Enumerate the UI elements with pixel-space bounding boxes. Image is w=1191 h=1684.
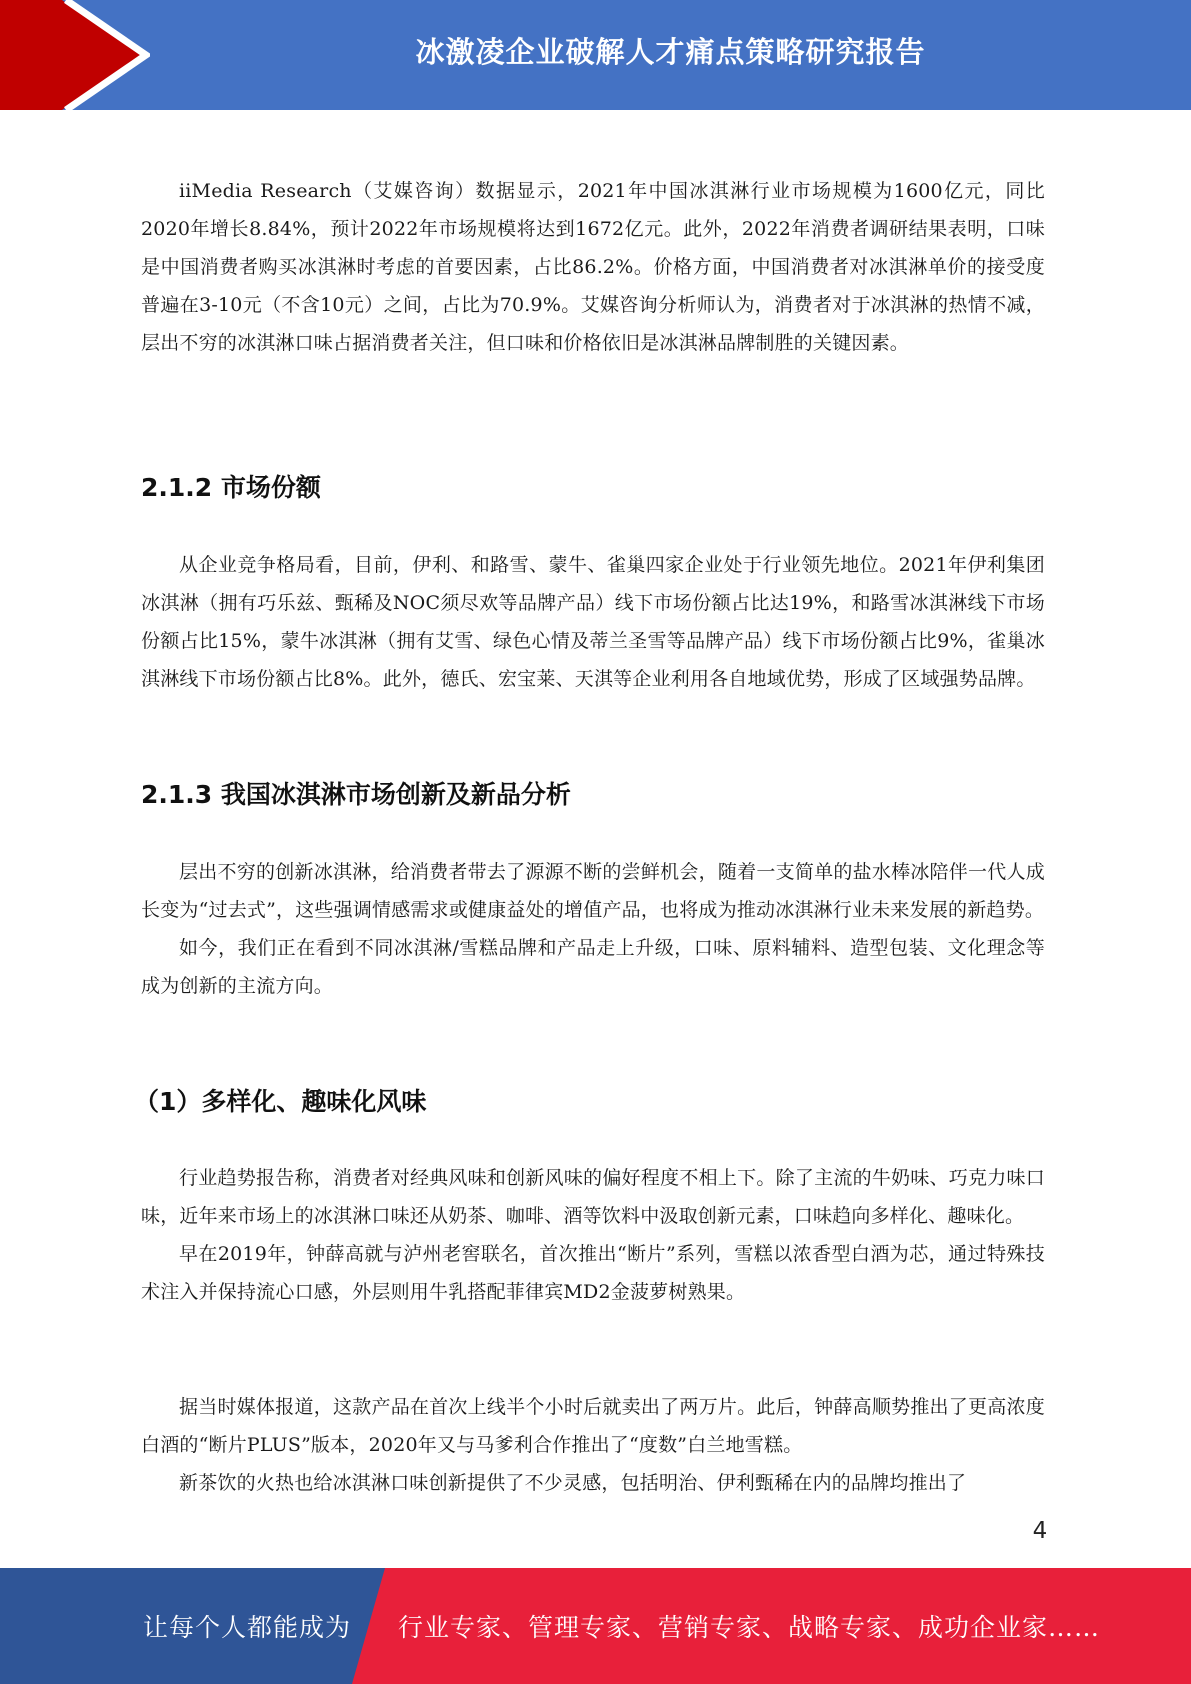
heading-2-1-3: 2.1.3 我国冰淇淋市场创新及新品分析 [141,780,571,809]
section-intro [141,172,1045,362]
heading-diverse-flavors: （1）多样化、趣味化风味 [134,1087,427,1116]
section-flavors-continued [141,1388,1045,1502]
section-flavors [141,1159,1045,1311]
footer-band [0,1568,1191,1684]
section-innovation [141,853,1045,1005]
paragraph-innovation-trend: 层出不穷的创新冰淇淋，给消费者带去了源源不断的尝鲜机会，随着一支简单的盐水棒冰陪伴一代人成长变为“过去式”，这些强调情感需求或健康益处的增值产品，也将成为推动冰淇淋行业未来发展的新趋势。 [141,861,1045,921]
paragraph-zhongxuegao-2019: 早在2019年，钟薛高就与泸州老窖联名，首次推出“断片”系列，雪糕以浓香型白酒为芯，通过特殊技术注入并保持流心口感，外层则用牛乳搭配菲律宾MD2金菠萝树熟果。 [141,1243,1045,1303]
footer-slogan-left: 让每个人都能成为 [143,1613,352,1642]
header-band [0,0,1191,110]
header-chevron-icon [0,0,150,110]
paragraph-market-size: iiMedia Research（艾媒咨询）数据显示，2021年中国冰淇淋行业市场规模为1600亿元，同比2020年增长8.84%，预计2022年市场规模将达到1672亿元。此外，2022年消费者调研结果表明，口味是中国消费者购买冰淇淋时考虑的首要因素，占比86.2%。价格方面，中国消费者对冰淇淋单价的接受度普遍在3-10元（不含10元）之间，占比为70.9%。艾媒咨询分析师认为，消费者对于冰淇淋的热情不减，层出不穷的冰淇淋口味占据消费者关注，但口味和价格依旧是冰淇淋品牌制胜的关键因素。 [141,180,1045,354]
heading-2-1-2: 2.1.2 市场份额 [141,473,321,502]
report-title: 冰激凌企业破解人才痛点策略研究报告 [415,34,926,69]
section-market-share [141,546,1045,698]
paragraph-media-report: 据当时媒体报道，这款产品在首次上线半个小时后就卖出了两万片。此后，钟薛高顺势推出了更高浓度白酒的“断片PLUS”版本，2020年又与马爹利合作推出了“度数”白兰地雪糕。 [141,1396,1045,1456]
paragraph-new-tea: 新茶饮的火热也给冰淇淋口味创新提供了不少灵感，包括明治、伊利甄稀在内的品牌均推出了 [179,1472,967,1494]
paragraph-upgrade-direction: 如今，我们正在看到不同冰淇淋/雪糕品牌和产品走上升级，口味、原料辅料、造型包装、文化理念等成为创新的主流方向。 [141,937,1045,997]
paragraph-market-share: 从企业竞争格局看，目前，伊利、和路雪、蒙牛、雀巢四家企业处于行业领先地位。2021年伊利集团冰淇淋（拥有巧乐兹、甄稀及NOC须尽欢等品牌产品）线下市场份额占比达19%，和路雪冰淇淋线下市场份额占比15%，蒙牛冰淇淋（拥有艾雪、绿色心情及蒂兰圣雪等品牌产品）线下市场份额占比9%，雀巢冰淇淋线下市场份额占比8%。此外，德氏、宏宝莱、天淇等企业利用各自地域优势，形成了区域强势品牌。 [141,554,1045,690]
footer-slogan-right: 行业专家、管理专家、营销专家、战略专家、成功企业家…… [398,1613,1101,1642]
page-number: 4 [1032,1518,1048,1544]
paragraph-flavor-preference: 行业趋势报告称，消费者对经典风味和创新风味的偏好程度不相上下。除了主流的牛奶味、巧克力味口味，近年来市场上的冰淇淋口味还从奶茶、咖啡、酒等饮料中汲取创新元素，口味趋向多样化、趣味化。 [141,1167,1045,1227]
